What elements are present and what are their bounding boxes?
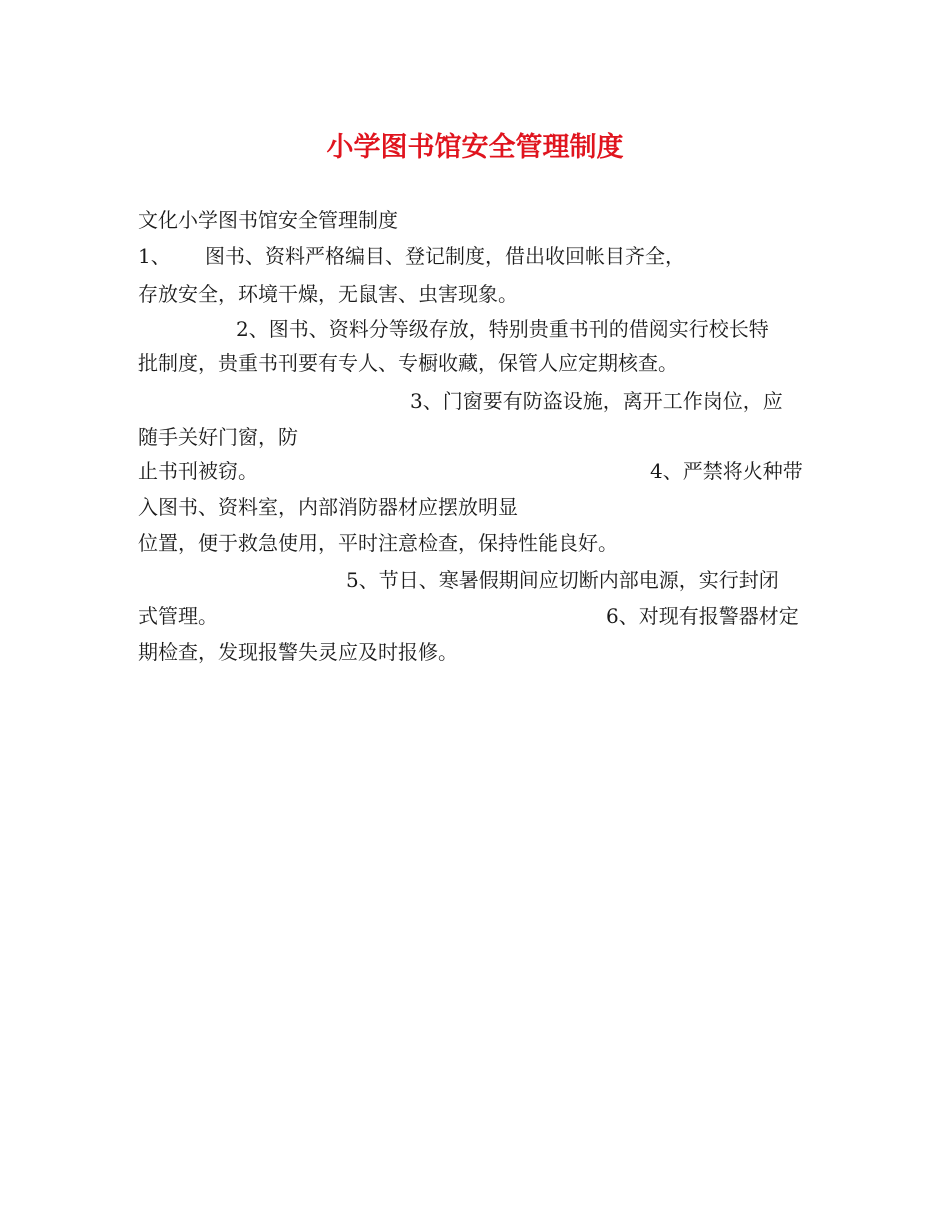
text-line: 存放安全，环境干燥，无鼠害、虫害现象。 (138, 282, 518, 306)
text-line-item-6: 6、对现有报警器材定 (606, 604, 799, 628)
text-line-item-2: 2、图书、资料分等级存放，特别贵重书刊的借阅实行校长特 (236, 317, 769, 341)
text-line-item-4: 4、严禁将火种带 (650, 459, 803, 483)
text-line-heading: 文化小学图书馆安全管理制度 (138, 208, 398, 232)
text-line-item-1-number: 1、 (138, 244, 171, 268)
page-title: 小学图书馆安全管理制度 (326, 132, 624, 163)
text-line: 期检查，发现报警失灵应及时报修。 (138, 640, 458, 664)
text-line: 位置，便于救急使用，平时注意检查，保持性能良好。 (138, 531, 618, 555)
text-line-item-5: 5、节日、寒暑假期间应切断内部电源，实行封闭 (346, 568, 779, 592)
text-line: 止书刊被窃。 (138, 459, 258, 483)
text-line-item-1: 图书、资料严格编目、登记制度，借出收回帐目齐全， (205, 244, 685, 268)
text-line: 随手关好门窗，防 (138, 425, 298, 449)
text-line: 式管理。 (138, 604, 218, 628)
text-line: 入图书、资料室，内部消防器材应摆放明显 (138, 495, 518, 519)
text-line-item-3: 3、门窗要有防盗设施，离开工作岗位，应 (410, 389, 783, 413)
text-line: 批制度，贵重书刊要有专人、专橱收藏，保管人应定期核查。 (138, 351, 678, 375)
